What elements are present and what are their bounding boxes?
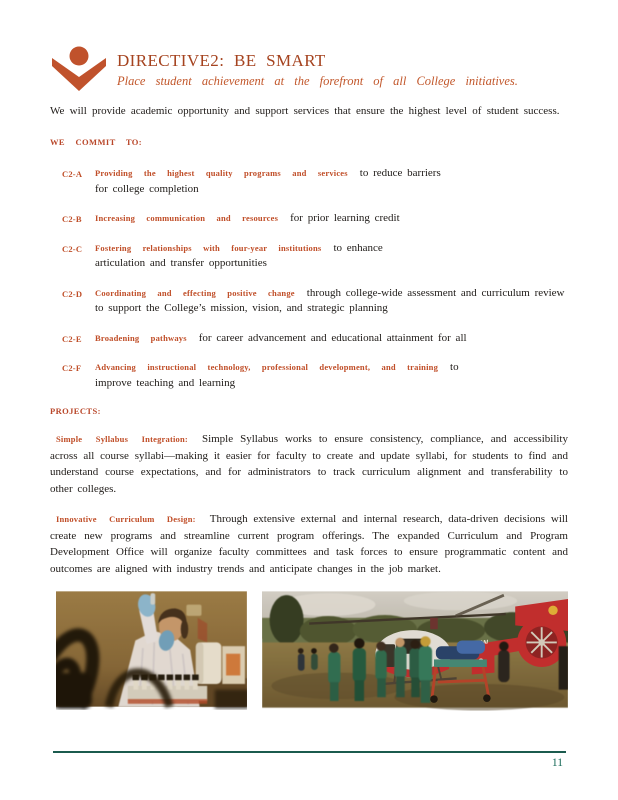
project-label: Innovative Curriculum Design: <box>56 514 196 524</box>
item-text <box>95 211 400 227</box>
list-item <box>62 166 568 197</box>
project-text: Simple Syllabus works to ensure consistency, compliance, and accessibility across all course syllabi—making it easier for faculty to create and update syllabi, for students to find and understand course expectations, and for administrators to track curriculum alignment and transferability to other colleges. <box>50 433 568 495</box>
item-highlight: Advancing instructional technology, professional development, and training <box>95 362 439 372</box>
item-highlight: Increasing communication and resources <box>95 213 279 223</box>
item-code: C2-B <box>62 214 82 224</box>
item-code: C2-C <box>62 243 83 254</box>
item-text <box>95 286 568 317</box>
item-highlight: Broadening pathways <box>95 332 187 343</box>
footer-divider <box>53 751 566 753</box>
item-code: C2-D <box>62 288 83 299</box>
list-item <box>62 331 568 347</box>
item-highlight: Fostering relationships with four-year institutions <box>95 242 322 253</box>
item-rest: to enhance articulation and transfer opportunities <box>95 241 383 269</box>
commitments-list <box>50 166 568 391</box>
item-text <box>95 360 495 391</box>
list-item <box>62 241 568 272</box>
title-block <box>117 51 518 89</box>
project-paragraph <box>50 431 568 497</box>
photo-row <box>56 588 568 711</box>
intro-paragraph: We will provide academic opportunity and support services that ensure the highest level of student success. <box>50 105 560 117</box>
item-rest: for career advancement and educational attainment for all <box>198 331 467 344</box>
list-item <box>62 360 568 391</box>
project-label: Simple Syllabus Integration: <box>56 434 188 444</box>
item-highlight: Providing the highest quality programs and services <box>95 168 348 178</box>
item-code: C2-F <box>62 363 82 373</box>
item-rest: to improve teaching and learning <box>95 361 459 389</box>
commit-heading: WE COMMIT TO: <box>50 137 143 147</box>
item-text <box>95 331 467 347</box>
lab-research-photo <box>56 588 247 710</box>
page-number: 11 <box>551 757 563 769</box>
item-highlight: Coordinating and effecting positive change <box>95 287 295 298</box>
helicopter-training-photo <box>262 588 568 711</box>
project-paragraph <box>50 511 568 577</box>
item-code: C2-E <box>62 333 82 344</box>
page-title: DIRECTIVE2: BE SMART <box>117 51 326 70</box>
item-text <box>95 241 425 272</box>
page-subtitle: Place student achievement at the forefront of all College initiatives. <box>117 74 518 88</box>
page-header <box>50 45 568 93</box>
list-item <box>62 211 568 227</box>
projects-heading: PROJECTS: <box>50 406 101 416</box>
list-item <box>62 286 568 317</box>
project-text: Through extensive external and internal research, data-driven decisions will create new programs and streamline current program offerings. The expanded Curriculum and Program Development Office will organize faculty committees and task forces to ensure programmatic content and outcomes are aligned with industry trends and anticipate changes in the job market. <box>50 513 568 575</box>
item-text <box>95 166 455 197</box>
item-code: C2-A <box>62 169 83 179</box>
item-rest: for prior learning credit <box>290 212 400 224</box>
item-rest: to reduce barriers for college completion <box>95 167 441 195</box>
student-open-book-icon <box>50 45 110 93</box>
item-rest: through college-wide assessment and curriculum review to support the College’s mission, vision, and strategic planning <box>95 286 565 314</box>
